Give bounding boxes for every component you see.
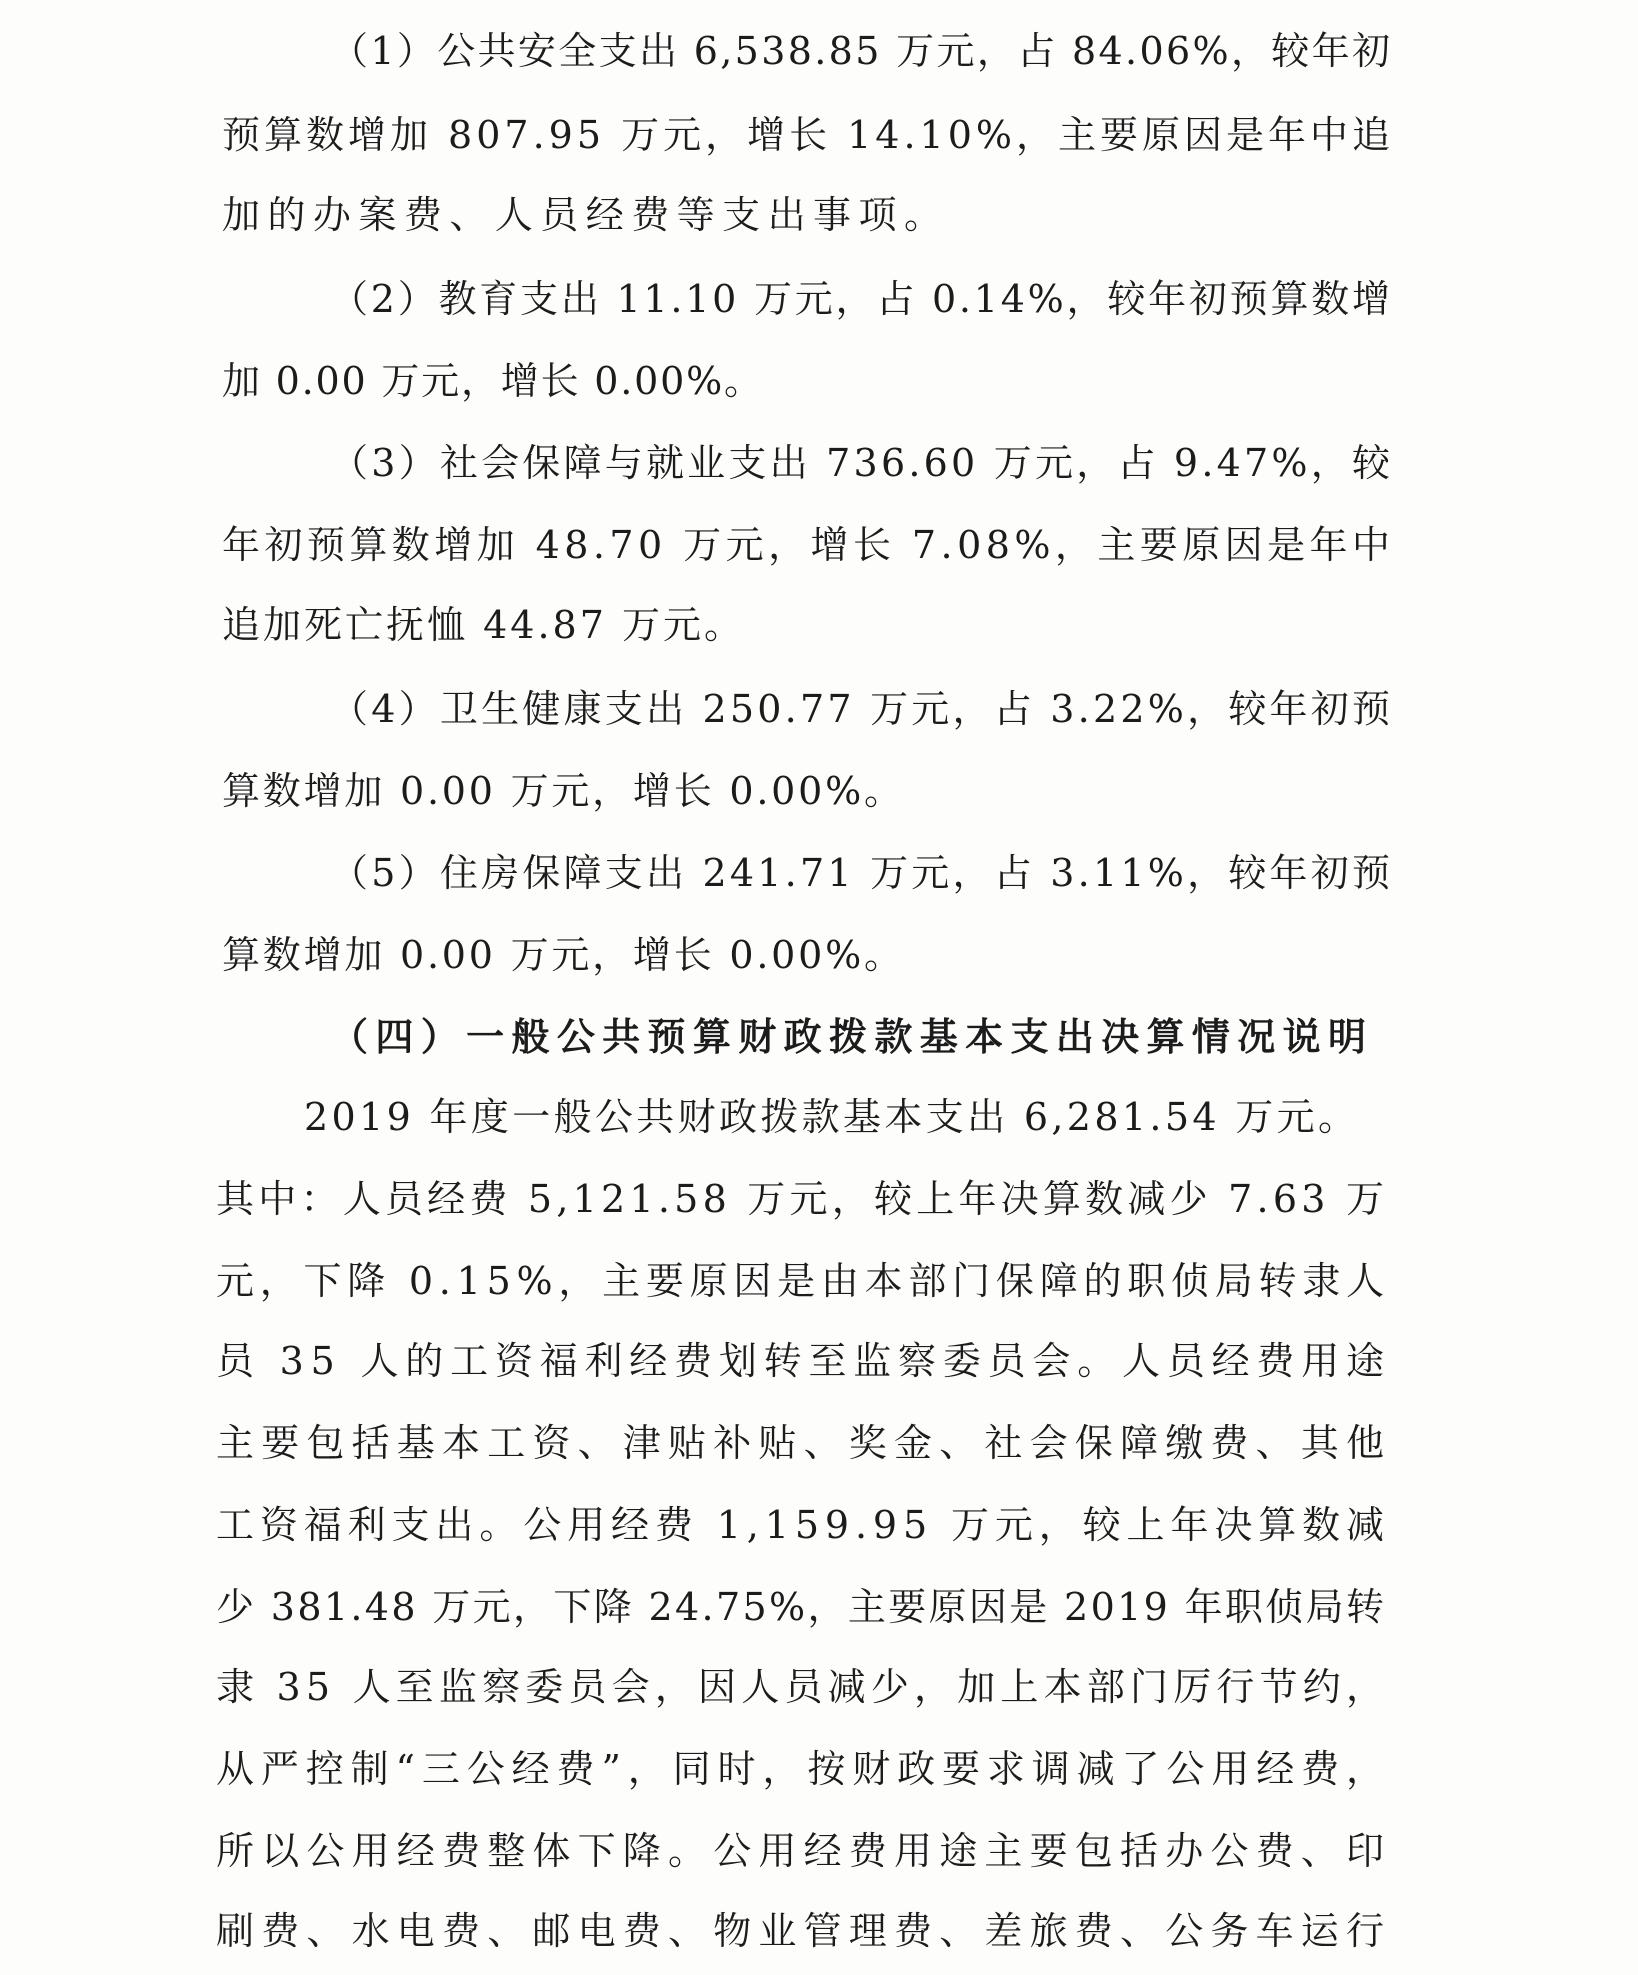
paragraph-line-10: 算数增加 0.00 万元，增长 0.00%。 bbox=[222, 769, 905, 813]
paragraph-line-12: 算数增加 0.00 万元，增长 0.00%。 bbox=[222, 933, 905, 977]
paragraph-line-16: 员 35 人的工资福利经费划转至监察委员会。人员经费用途 bbox=[216, 1339, 1391, 1383]
paragraph-line-20: 隶 35 人至监察委员会，因人员减少，加上本部门厉行节约， bbox=[216, 1665, 1390, 1709]
paragraph-line-7: 年初预算数增加 48.70 万元，增长 7.08%，主要原因是年中 bbox=[222, 523, 1395, 567]
paragraph-line-21: 从严控制“三公经费”，同时，按财政要求调减了公用经费， bbox=[216, 1747, 1391, 1791]
paragraph-line-9: （4）卫生健康支出 250.77 万元，占 3.22%，较年初预 bbox=[330, 687, 1394, 731]
paragraph-line-3: 加的办案费、人员经费等支出事项。 bbox=[222, 193, 950, 237]
paragraph-line-6: （3）社会保障与就业支出 736.60 万元，占 9.47%，较 bbox=[330, 441, 1394, 485]
section-heading: （四）一般公共预算财政拨款基本支出决算情况说明 bbox=[330, 1015, 1374, 1059]
paragraph-line-4: （2）教育支出 11.10 万元，占 0.14%，较年初预算数增 bbox=[330, 277, 1393, 321]
paragraph-line-11: （5）住房保障支出 241.71 万元，占 3.11%，较年初预 bbox=[330, 851, 1394, 895]
paragraph-line-8: 追加死亡抚恤 44.87 万元。 bbox=[222, 603, 745, 647]
paragraph-line-22: 所以公用经费整体下降。公用经费用途主要包括办公费、印 bbox=[216, 1829, 1392, 1873]
paragraph-line-2: 预算数增加 807.95 万元，增长 14.10%，主要原因是年中追 bbox=[222, 113, 1394, 157]
paragraph-line-15: 元，下降 0.15%，主要原因是由本部门保障的职侦局转隶人 bbox=[216, 1259, 1390, 1303]
paragraph-line-19: 少 381.48 万元，下降 24.75%，主要原因是 2019 年职侦局转 bbox=[216, 1585, 1387, 1629]
paragraph-line-5: 加 0.00 万元，增长 0.00%。 bbox=[222, 359, 764, 403]
paragraph-line-13: 2019 年度一般公共财政拨款基本支出 6,281.54 万元。 bbox=[304, 1095, 1360, 1139]
paragraph-line-17: 主要包括基本工资、津贴补贴、奖金、社会保障缴费、其他 bbox=[216, 1421, 1392, 1465]
paragraph-line-23: 刷费、水电费、邮电费、物业管理费、差旅费、公务车运行 bbox=[216, 1909, 1392, 1953]
paragraph-line-14: 其中：人员经费 5,121.58 万元，较上年决算数减少 7.63 万 bbox=[216, 1177, 1389, 1221]
paragraph-line-18: 工资福利支出。公用经费 1,159.95 万元，较上年决算数减 bbox=[216, 1503, 1390, 1547]
paragraph-line-1: （1）公共安全支出 6,538.85 万元，占 84.06%，较年初 bbox=[330, 29, 1393, 73]
